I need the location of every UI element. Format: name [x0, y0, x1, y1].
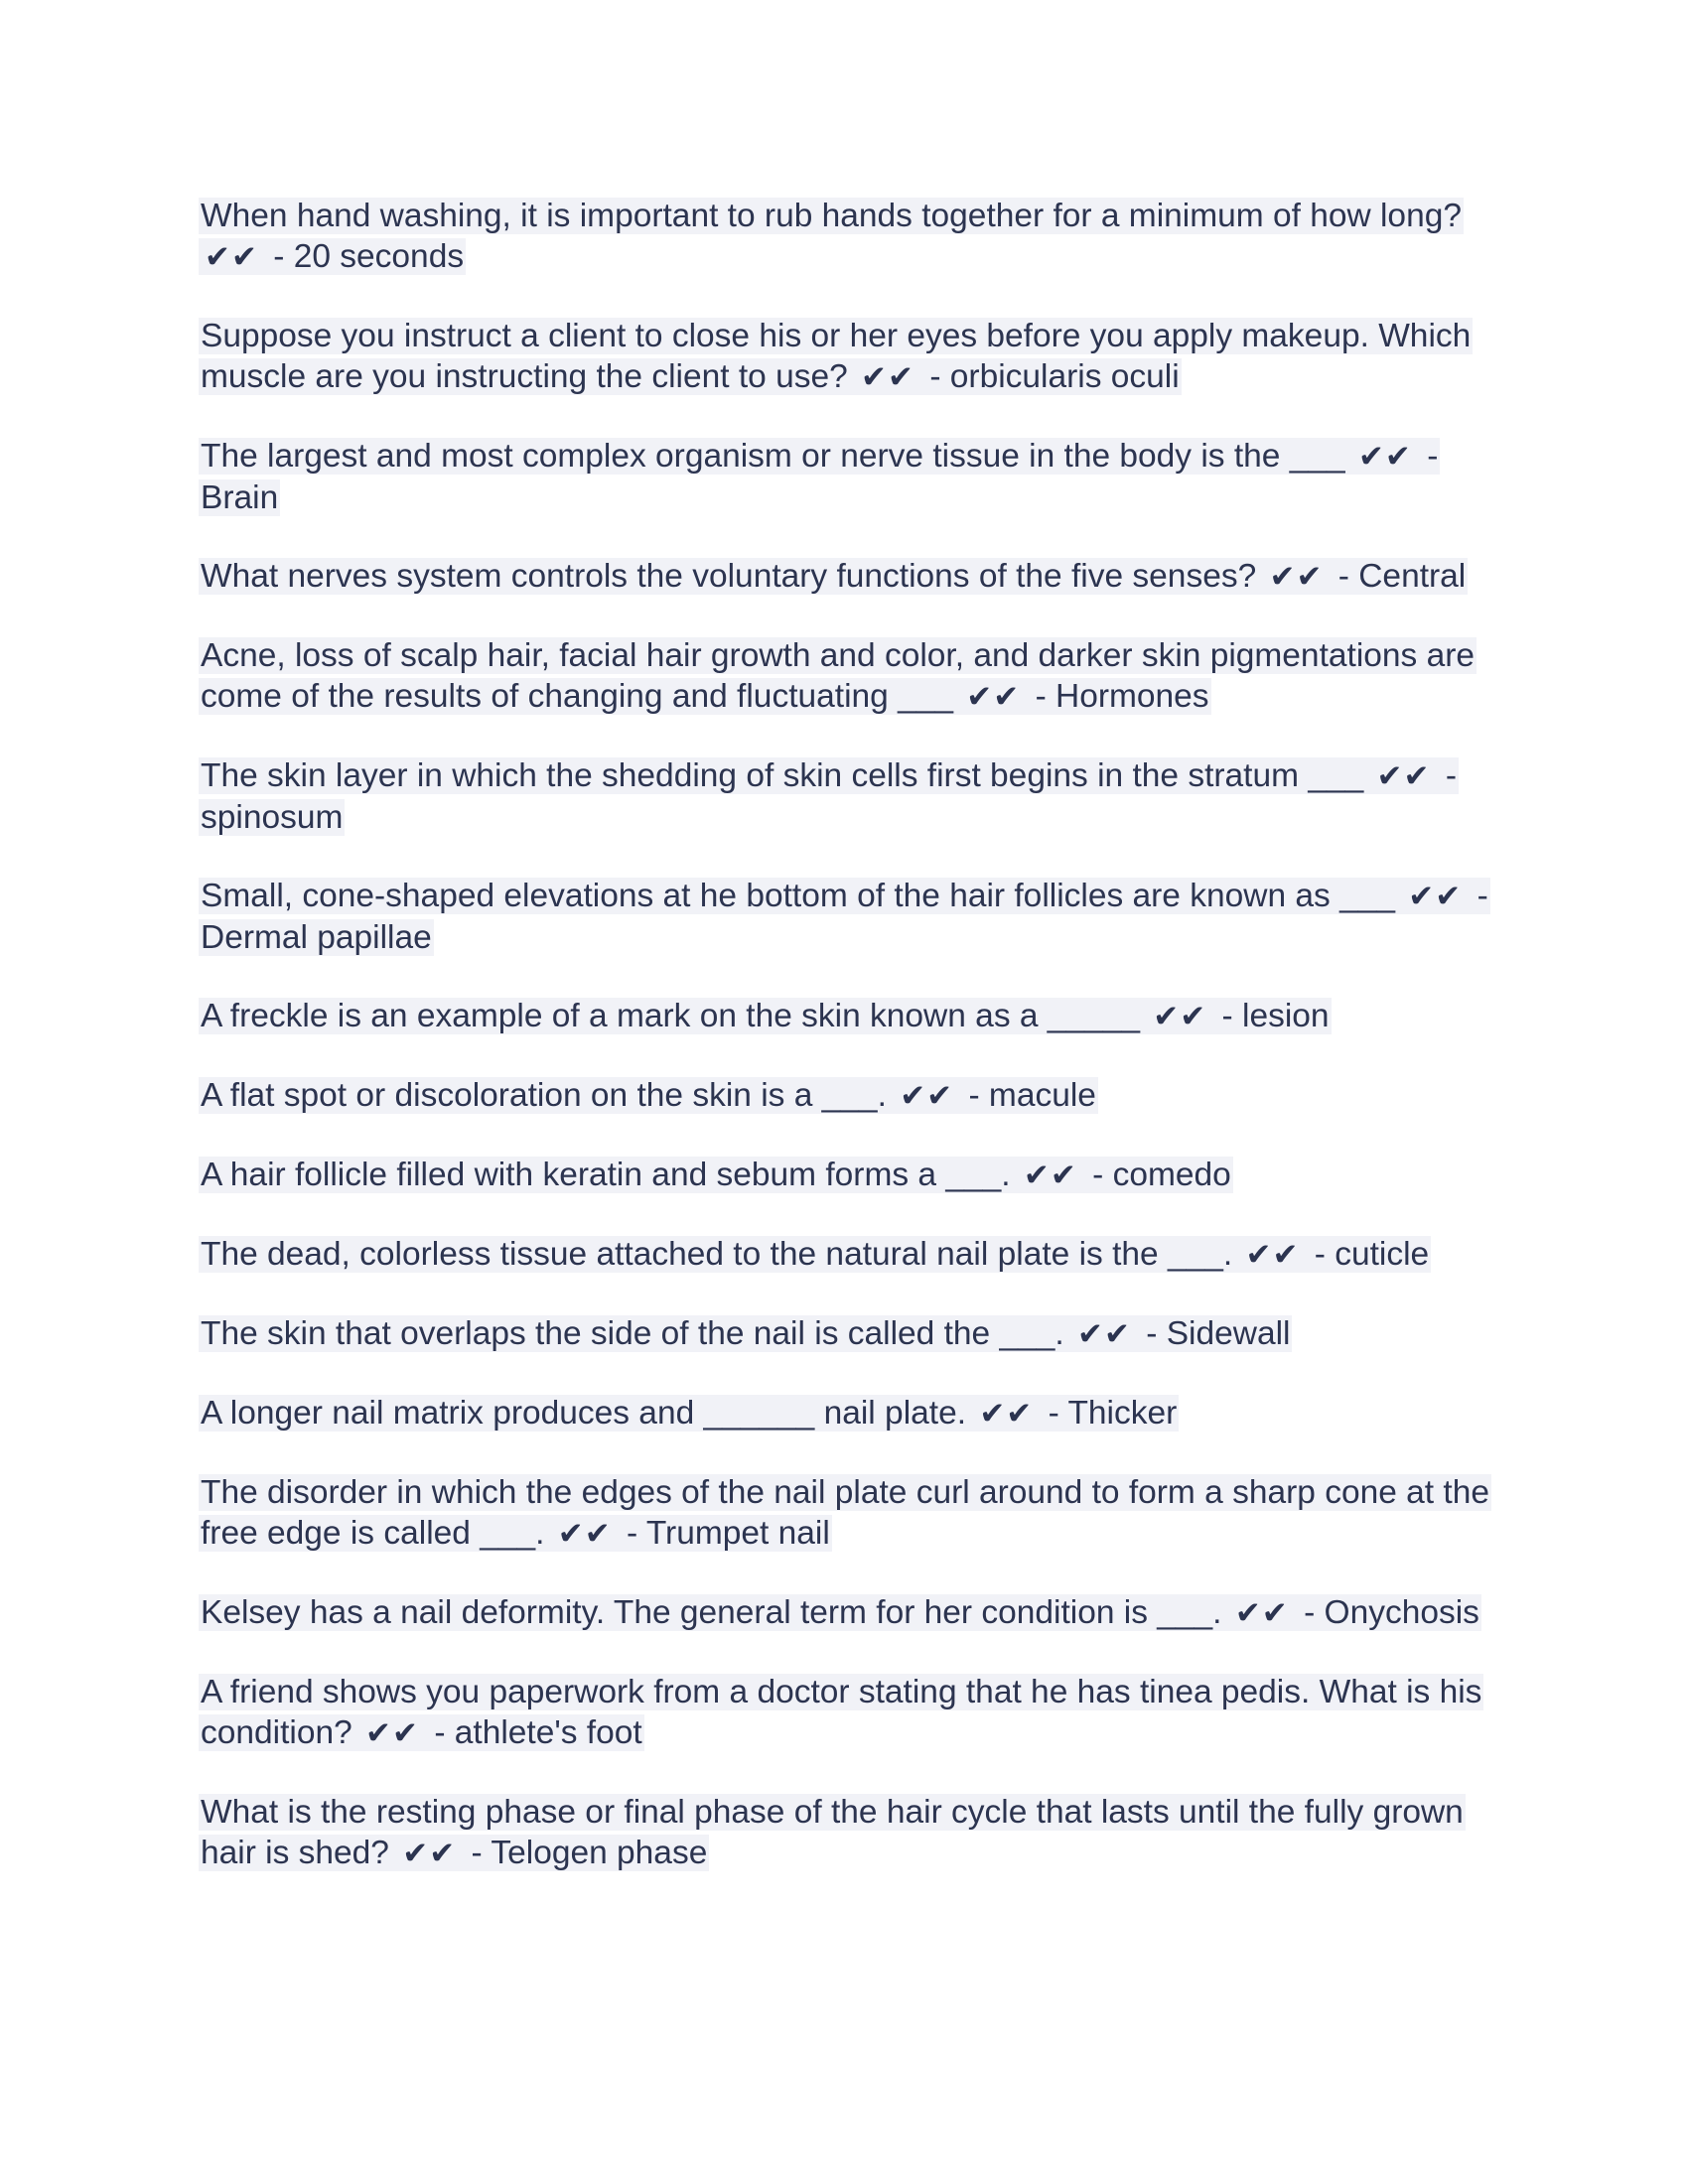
question-text: What nerves system controls the voluntary functions of the five senses?: [201, 558, 1257, 595]
qa-highlight: [199, 1236, 1431, 1273]
answer-text: - Hormones: [1035, 678, 1209, 715]
question-text: The largest and most complex organism or nerve tissue in the body is the ___: [201, 438, 1345, 475]
double-check-icon: ✔✔: [365, 1715, 419, 1751]
answer-text: - 20 seconds: [273, 238, 465, 275]
answer-text: - Thicker: [1048, 1395, 1178, 1432]
double-check-icon: ✔✔: [402, 1836, 457, 1871]
qa-item-3: [199, 436, 1489, 518]
qa-item-13: [199, 1393, 1489, 1434]
double-check-icon: ✔✔: [557, 1516, 612, 1552]
answer-text: - comedo: [1092, 1157, 1231, 1193]
qa-highlight: [199, 878, 1490, 956]
qa-item-12: [199, 1313, 1489, 1355]
qa-item-4: [199, 556, 1489, 598]
double-check-icon: ✔✔: [1153, 999, 1207, 1034]
double-check-icon: ✔✔: [1269, 559, 1324, 595]
answer-text: - spinosum: [201, 757, 1457, 836]
qa-item-1: [199, 196, 1489, 278]
answer-text: - Brain: [201, 438, 1439, 516]
answer-text: - lesion: [1221, 998, 1330, 1034]
double-check-icon: ✔✔: [1234, 1595, 1289, 1631]
qa-highlight: [199, 318, 1473, 395]
answer-text: - Sidewall: [1146, 1315, 1291, 1352]
qa-highlight: [199, 1395, 1179, 1432]
qa-highlight: [199, 637, 1477, 715]
qa-list: [199, 196, 1489, 1912]
answer-text: - orbicularis oculi: [929, 358, 1180, 395]
answer-text: - Central: [1337, 558, 1467, 595]
double-check-icon: ✔✔: [979, 1396, 1034, 1432]
double-check-icon: ✔✔: [1357, 439, 1412, 475]
qa-highlight: [199, 558, 1468, 595]
qa-item-17: [199, 1792, 1489, 1874]
qa-highlight: [199, 1594, 1481, 1631]
question-text: A friend shows you paperwork from a doctor stating that he has tinea pedis. What is his condition?: [201, 1674, 1482, 1751]
qa-item-9: [199, 1075, 1489, 1117]
qa-item-5: [199, 635, 1489, 718]
qa-highlight: [199, 1674, 1483, 1751]
qa-highlight: [199, 998, 1332, 1034]
qa-highlight: [199, 1474, 1491, 1552]
question-text: The disorder in which the edges of the nail plate curl around to form a sharp cone at the free edge is called ___.: [201, 1474, 1489, 1552]
question-text: Suppose you instruct a client to close his or her eyes before you apply makeup. Which muscle are you instructing the client to use?: [201, 318, 1472, 395]
qa-item-2: [199, 316, 1489, 398]
double-check-icon: ✔✔: [1376, 758, 1431, 794]
question-text: The skin that overlaps the side of the nail is called the ___.: [201, 1315, 1064, 1352]
qa-highlight: [199, 198, 1464, 275]
qa-item-8: [199, 996, 1489, 1037]
question-text: Kelsey has a nail deformity. The general term for her condition is ___.: [201, 1594, 1222, 1631]
qa-item-14: [199, 1472, 1489, 1555]
qa-highlight: [199, 438, 1440, 516]
answer-text: - Dermal papillae: [201, 878, 1488, 956]
qa-item-16: [199, 1672, 1489, 1754]
qa-highlight: [199, 757, 1459, 836]
qa-item-15: [199, 1592, 1489, 1634]
question-text: The skin layer in which the shedding of skin cells first begins in the stratum ___: [201, 757, 1364, 794]
double-check-icon: ✔✔: [205, 239, 258, 275]
question-text: A hair follicle filled with keratin and sebum forms a ___.: [201, 1157, 1011, 1193]
double-check-icon: ✔✔: [1076, 1316, 1131, 1352]
qa-item-6: [199, 755, 1489, 838]
question-text: Acne, loss of scalp hair, facial hair growth and color, and darker skin pigmentations are come of the results of changing and fluctuating ___: [201, 637, 1475, 715]
question-text: The dead, colorless tissue attached to the natural nail plate is the ___.: [201, 1236, 1233, 1273]
double-check-icon: ✔✔: [861, 359, 914, 395]
question-text: A flat spot or discoloration on the skin is a ___.: [201, 1077, 887, 1114]
answer-text: - Telogen phase: [471, 1835, 708, 1871]
qa-item-10: [199, 1155, 1489, 1196]
question-text: Small, cone-shaped elevations at he bottom of the hair follicles are known as ___: [201, 878, 1395, 914]
answer-text: - Onychosis: [1304, 1594, 1479, 1631]
qa-highlight: [199, 1157, 1233, 1193]
answer-text: - Trumpet nail: [626, 1515, 830, 1552]
qa-highlight: [199, 1077, 1098, 1114]
question-text: What is the resting phase or final phase of the hair cycle that lasts until the fully grown hair is shed?: [201, 1794, 1464, 1871]
double-check-icon: ✔✔: [1023, 1158, 1077, 1193]
qa-item-7: [199, 876, 1489, 958]
answer-text: - macule: [968, 1077, 1096, 1114]
qa-highlight: [199, 1794, 1466, 1871]
answer-text: - athlete's foot: [434, 1714, 642, 1751]
double-check-icon: ✔✔: [966, 679, 1021, 715]
double-check-icon: ✔✔: [1408, 879, 1463, 914]
question-text: A freckle is an example of a mark on the skin known as a _____: [201, 998, 1140, 1034]
qa-highlight: [199, 1315, 1292, 1352]
answer-text: - cuticle: [1314, 1236, 1430, 1273]
qa-item-11: [199, 1234, 1489, 1276]
double-check-icon: ✔✔: [1245, 1237, 1300, 1273]
question-text: When hand washing, it is important to rub hands together for a minimum of how long?: [201, 198, 1462, 234]
question-text: A longer nail matrix produces and ______ nail plate.: [201, 1395, 967, 1432]
double-check-icon: ✔✔: [900, 1078, 954, 1114]
